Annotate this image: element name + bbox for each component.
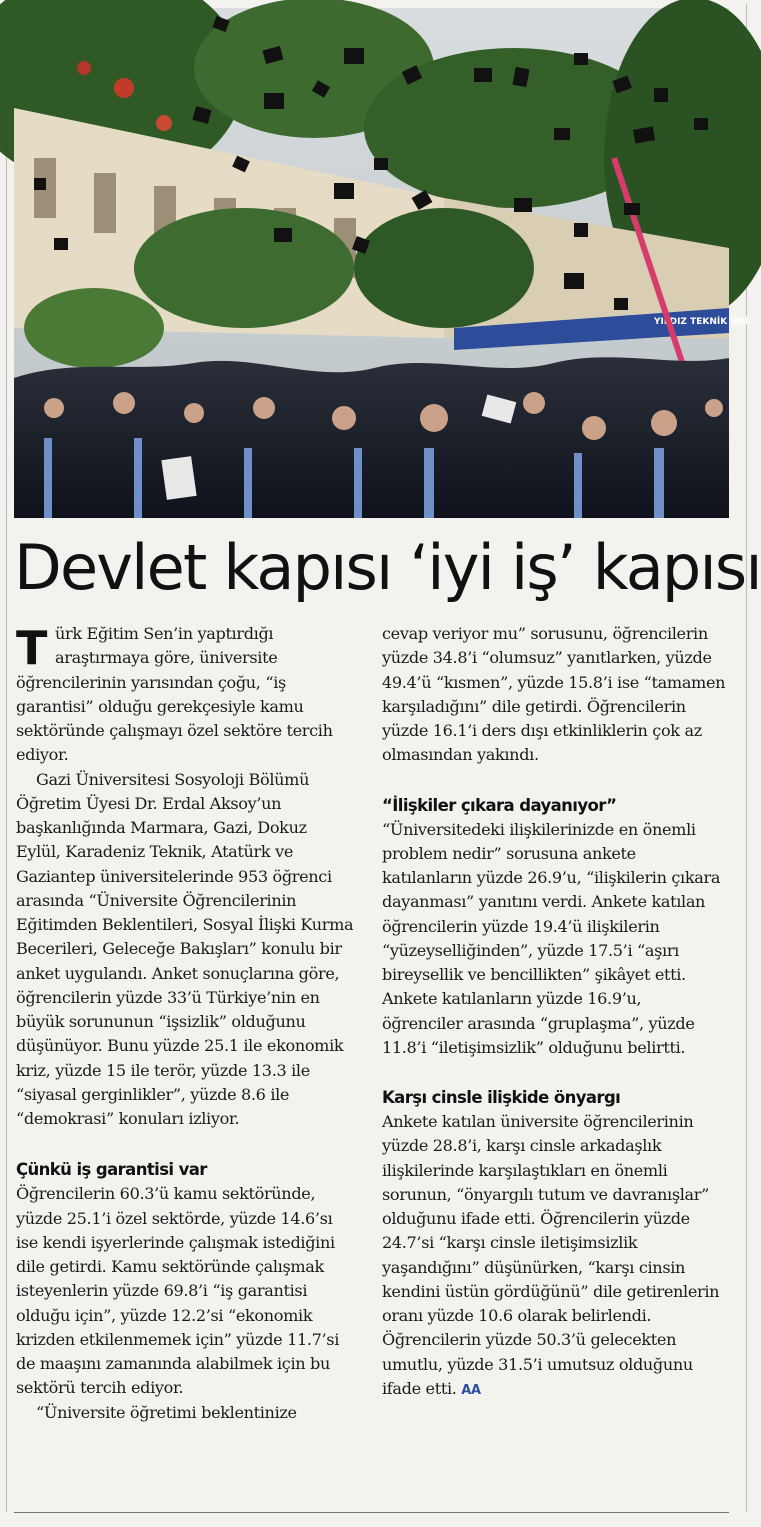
subhead-job-guarantee: Çünkü iş garantisi var — [16, 1160, 207, 1180]
subhead-prejudice: Karşı cinsle ilişkide önyargı — [382, 1088, 621, 1107]
banner-text: YILDIZ TEKNİK ÜNİ — [654, 317, 749, 327]
paragraph-relations: “Üniversitedeki ilişkilerinizde en önemli problem nedir” sorusuna ankete katılanların yüzde 26.9’u, “ilişkilerin çıkara dayanması” yanıtını verdi. Ankete katılan öğrencilerin yüzde 19.4’ü ilişkilerin “yüzeyselliğinden”, yüzde 17.5’i “aşırı bireysellik ve bencillikten” şikâyet etti. Ankete katılanların yüzde 16.9’u, öğrenciler arasında “gruplaşma”, yüzde 11.8’i “iletişimsizlik” olduğunu belirtti. — [382, 819, 721, 1057]
intro-paragraph — [16, 622, 354, 768]
left-column — [16, 622, 354, 1425]
right-column — [382, 622, 726, 1403]
paragraph-expectations-start: “Üniversite öğretimi beklentinize — [36, 1402, 297, 1422]
paragraph-survey: Gazi Üniversitesi Sosyoloji Bölümü Öğretim Üyesi Dr. Erdal Aksoy’un başkanlığında Marmara, Gazi, Dokuz Eylül, Karadeniz Teknik, Atatürk ve Gaziantep üniversitelerinde 953 öğrenci arasında “Üniversite Öğrencilerinin Eğitimden Beklentileri, Sosyal İlişki Kurma Becerileri, Geleceğe Bakışları” konulu bir anket uygulandı. Anket sonuçlarına göre, öğrencilerin yüzde 33’ü Türkiye’nin en büyük sorununun “işsizlik” olduğunu düşünüyor. Bunu yüzde 25.1 ile ekonomik kriz, yüzde 15 ile terör, yüzde 13.3 ile “siyasal gerginlikler”, yüzde 8.6 ile “demokrasi” konuları izliyor. — [16, 769, 354, 1128]
headline: Devlet kapısı ‘iyi iş’ kapısı — [14, 531, 761, 604]
agency-credit: AA — [461, 1382, 481, 1398]
bottom-rule — [14, 1512, 729, 1513]
paragraph-prejudice — [382, 1110, 726, 1403]
paragraph-prejudice-text: Ankete katılan üniversite öğrencilerinin yüzde 28.8’i, karşı cinsle arkadaşlık ilişkilerinde karşılaştıkları en önemli sorunun, “önyargılı tutum ve davranışlar” olduğunu ifade etti. Öğrencilerin yüzde 24.7’si “karşı cinsle iletişimsizlik yaşandığını” düşünürken, “karşı cinsin kendini üstün gördüğünü” dile getirenlerin oranı yüzde 10.6 olarak belirlendi. Öğrencilerin yüzde 50.3’ü gelecekten umutlu, yüzde 31.5’i umutsuz olduğunu ifade etti. — [382, 1112, 720, 1398]
paragraph-sectors: Öğrencilerin 60.3’ü kamu sektöründe, yüzde 25.1’i özel sektörde, yüzde 14.6’sı ise kendi işyerlerinde çalışmak istediğini dile getirdi. Kamu sektöründe çalışmak isteyenlerin yüzde 69.8’i “iş garantisi olduğu için”, yüzde 12.2’si “ekonomik krizden etkilenmemek için” yüzde 11.7’si de maaşını zamanında alabilmek için bu sektörü tercih ediyor. — [16, 1184, 339, 1398]
paragraph-expectations-cont: cevap veriyor mu” sorusunu, öğrencilerin yüzde 34.8’i “olumsuz” yanıtlarken, yüzde 49.4’ü “kısmen”, yüzde 15.8’i ise “tamamen karşıladığını” dile getirdi. Öğrencilerin yüzde 16.1’i ders dışı etkinliklerin çok az olmasından yakındı. — [382, 624, 726, 765]
intro-text: ürk Eğitim Sen’in yaptırdığı araştırmaya göre, üniversite öğrencilerinin yarısından çoğu, “iş garantisi” olduğu gerekçesiyle kamu sektöründe çalışmayı özel sektöre tercih ediyor. — [16, 624, 333, 765]
graduation-photo — [14, 8, 749, 518]
subhead-relations: “İlişkiler çıkara dayanıyor” — [382, 795, 617, 815]
drop-cap: T — [16, 621, 48, 675]
